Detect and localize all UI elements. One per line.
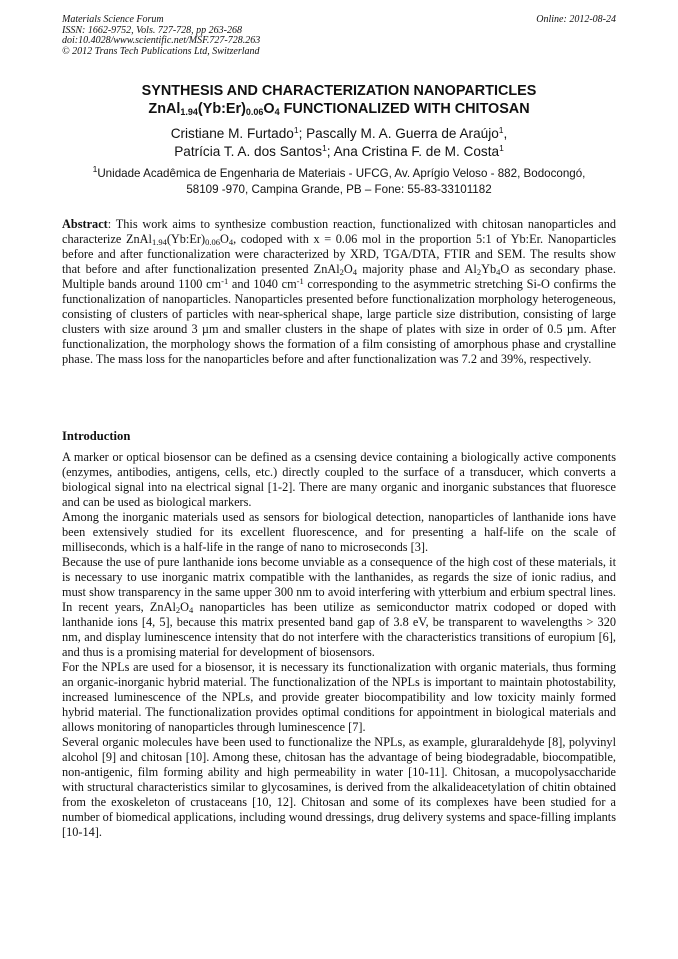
journal-header <box>62 15 616 57</box>
affiliation <box>62 166 616 197</box>
introduction-heading: Introduction <box>62 429 131 443</box>
affiliation-line-1: $^1$Unidade Acadêmica de Engenharia de Materiais - UFCG, Av. Aprígio Veloso - 882, Bodocongó, <box>92 164 586 180</box>
intro-paragraph-4: For the NPLs are used for a biosensor, it is necessary its functionalization with organic materials, thus forming an organic-inorganic hybrid material. The functionalization of the NPLs is important to maintain photostability, increased luminescence of the NPLs, and provide greater biocompatibility and low toxicity mainly formed hybrid material. The functionalization provides optimal conditions for appointment in biological materials and allows monitoring of nanoparticles through luminescence [7]. <box>62 660 616 734</box>
journal-name: Materials Science Forum <box>62 14 164 25</box>
intro-paragraph-3: Because the use of pure lanthanide ions become unviable as a consequence of the high cost of these materials, it is necessary to use inorganic matrix compatible with the lanthanides, as regards the size of ionic radius, and must show transparency in the same upper 300 nm to avoid interfering with ytterbium and erbium spectral lines. In recent years, $ZnAl_2O_4$ nanoparticles has been utilize as semiconductor matrix codoped or doped with lanthanide ions [4, 5], because this matrix presented band gap of 3.8 eV, be transparent to wavelengths > 320 nm, and display luminescence intensity that do not interfere with the characteristics transitions of europium [6], and thus is a promising material for development of biosensors. <box>62 555 616 659</box>
paper-title <box>62 82 616 118</box>
title-line-2: $ZnAl_{1.94}(Yb:Er)_{0.06}O_4$ FUNCTIONALIZED WITH CHITOSAN <box>148 101 530 117</box>
authors-line-1: Cristiane M. Furtado$^1$; Pascally M. A. Guerra de Araújo$^1$, <box>170 125 508 141</box>
intro-paragraph-5: Several organic molecules have been used to functionalize the NPLs, as example, gluraraldehyde [8], polyvinyl alcohol [9] and chitosan [10]. Among these, chitosan has the advantage of being biodegradable, biocompatible, non-antigenic, film forming ability and high permeability in water [10-11]. Chitosan, a mucopolysaccharide with structural characteristics similar to glycosamines, is derived from the alkalideacetylation of chitin obtained from the exoskeleton of crustaceans [10, 12]. Chitosan and some of its complexes have been studied for a number of biomedical applications, including wound dressings, drug delivery systems and space-filling implants [10-14]. <box>62 735 616 839</box>
introduction-body <box>62 450 616 840</box>
issn-line: ISSN: 1662-9752, Vols. 727-728, pp 263-268 <box>62 24 242 36</box>
author-list <box>62 125 616 160</box>
doi-line: doi:10.4028/www.scientific.net/MSF.727-728.263 <box>62 35 261 47</box>
intro-paragraph-2: Among the inorganic materials used as sensors for biological detection, nanoparticles of lanthanide ions have been extensively studied for its excellent fluorescence, and for presenting a half-life on the scale of milliseconds, which is a half-life in the range of nano to microseconds [3]. <box>62 510 616 554</box>
online-date: Online: 2012-08-24 <box>536 14 616 25</box>
authors-line-2: Patrícia T. A. dos Santos$^1$; Ana Cristina F. de M. Costa$^1$ <box>174 142 504 159</box>
title-line-1: SYNTHESIS AND CHARACTERIZATION NANOPARTICLES <box>141 83 537 99</box>
intro-paragraph-1: A marker or optical biosensor can be defined as a csensing device containing a biologically active components (enzymes, antibodies, antigens, cells, etc.) directly coupled to the surface of a transducer, which converts a biological signal into na electrical signal [1-2]. There are many organic and inorganic substances that fluoresce and can be used as biological markers. <box>62 450 616 509</box>
abstract-label: Abstract <box>62 217 108 231</box>
affiliation-line-2: 58109 -970, Campina Grande, PB – Fone: 55-83-33101182 <box>186 182 492 196</box>
abstract: Abstract: This work aims to synthesize combustion reaction, functionalized with chitosan nanoparticles and characterize $ZnAl_{1.94}(Yb:Er)_{0.06}O_4$, codoped with x = 0.06 mol in the proportion 5:1 of Yb:Er. Nanoparticles before and after functionalization were characterized by XRD, TGA/DTA, FTIR and SEM. The results show that before and after functionalization presented $ZnAl_2O_4$ majority phase and $Al_2Yb_4O$ as secondary phase. Multiple bands around 1100 $cm^{-1}$ and 1040 $cm^{-1}$ corresponding to the asymmetric stretching Si-O confirms the functionalization of nanoparticles. Nanoparticles presented before functionalization morphology heterogeneous, consisting of clusters of particles with near-spherical shape, large particle size distribution, consisting of large clusters with size around 3 µm and smaller clusters in the shape of plates with size in order of 0.5 µm. After functionalization, the morphology shows the formation of a film consisting of amorphous phase and crystalline phase. The mass loss for the nanoparticles before and after functionalization was 7.2 and 39%, respectively. <box>62 217 616 366</box>
copyright-line: © 2012 Trans Tech Publications Ltd, Switzerland <box>62 45 260 57</box>
